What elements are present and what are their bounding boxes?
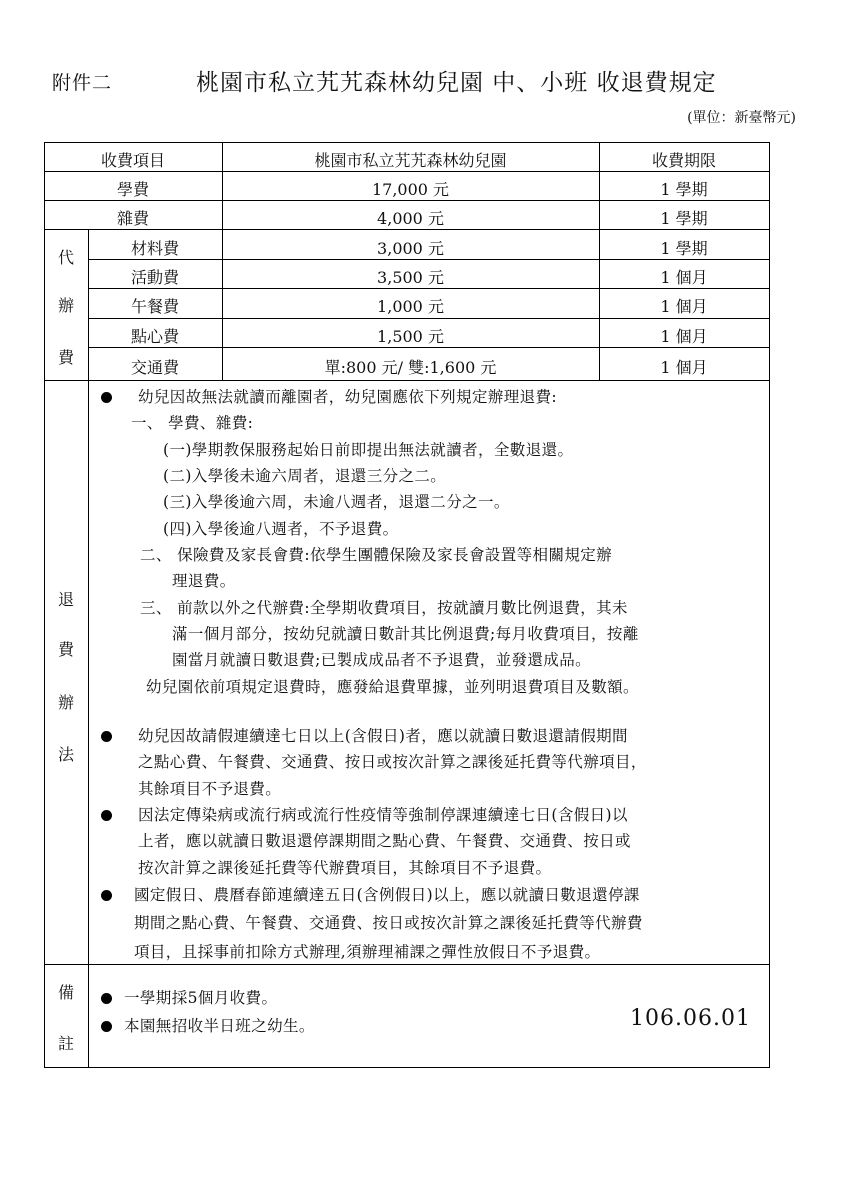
table-rule bbox=[44, 200, 770, 201]
refund-line: (四)入學後逾八週者，不予退費。 bbox=[163, 520, 399, 538]
refund-label-char: 辦 bbox=[57, 693, 74, 712]
refund-line: 上者，應以就讀日數退還停課期間之點心費、午餐費、交通費、按日或 bbox=[138, 832, 631, 850]
refund-line: 項目，且採事前扣除方式辦理,須辦理補課之彈性放假日不予退費。 bbox=[134, 943, 601, 961]
table-border-left bbox=[44, 142, 45, 1068]
table-cell-amount: 3,500 元 bbox=[377, 268, 444, 287]
table-rule bbox=[44, 964, 770, 965]
table-rule bbox=[44, 229, 770, 230]
document-date: 106.06.01 bbox=[630, 1006, 751, 1031]
table-cell-item: 材料費 bbox=[130, 239, 179, 258]
bullet-icon bbox=[101, 890, 112, 901]
refund-line: 一、 學費、雜費: bbox=[131, 414, 254, 432]
refund-label-char: 退 bbox=[57, 590, 74, 609]
table-cell-period: 1 個月 bbox=[660, 268, 708, 287]
refund-line: 之點心費、午餐費、交通費、按日或按次計算之課後延托費等代辦項目， bbox=[138, 753, 647, 771]
bullet-icon bbox=[101, 731, 112, 742]
notes-label-char: 備 bbox=[57, 983, 74, 1002]
table-rule bbox=[44, 171, 770, 172]
page-title: 桃園市私立艽艽森林幼兒園 中、小班 收退費規定 bbox=[196, 70, 717, 96]
table-cell-item: 雜費 bbox=[116, 209, 149, 228]
agency-label-char: 費 bbox=[57, 348, 74, 367]
refund-line: 二、 保險費及家長會費:依學生團體保險及家長會設置等相關規定辦 bbox=[140, 546, 613, 564]
refund-line: 幼兒因故請假連續達七日以上(含假日)者，應以就讀日數退還請假期間 bbox=[138, 727, 628, 745]
table-cell-item: 點心費 bbox=[130, 327, 179, 346]
refund-line: 因法定傳染病或流行病或流行性疫情等強制停課連續達七日(含假日)以 bbox=[138, 806, 628, 824]
table-cell-period: 1 個月 bbox=[660, 358, 708, 377]
header-period: 收費期限 bbox=[651, 151, 716, 170]
refund-line: (二)入學後未逾六周者，退還三分之二。 bbox=[163, 467, 447, 485]
refund-label-char: 費 bbox=[57, 640, 74, 659]
refund-line: 理退費。 bbox=[172, 572, 236, 590]
table-cell-amount: 4,000 元 bbox=[377, 209, 444, 228]
table-rule bbox=[88, 288, 770, 289]
notes-label-char: 註 bbox=[57, 1034, 74, 1053]
refund-line: 幼兒園依前項規定退費時，應發給退費單據，並列明退費項目及數額。 bbox=[146, 678, 639, 696]
table-cell-item: 交通費 bbox=[130, 358, 179, 377]
note-item: 本園無招收半日班之幼生。 bbox=[124, 1017, 315, 1035]
table-border-right bbox=[769, 142, 770, 1068]
table-cell-item: 午餐費 bbox=[130, 297, 179, 316]
header-item: 收費項目 bbox=[100, 151, 165, 170]
refund-line: 滿一個月部分，按幼兒就讀日數計其比例退費;每月收費項目，按離 bbox=[172, 625, 639, 643]
refund-line: 期間之點心費、午餐費、交通費、按日或按次計算之課後延托費等代辦費 bbox=[134, 914, 643, 932]
table-rule bbox=[88, 259, 770, 260]
refund-line: 國定假日、農曆春節連續達五日(含例假日)以上，應以就讀日數退還停課 bbox=[134, 886, 640, 904]
table-cell-amount: 1,500 元 bbox=[377, 327, 444, 346]
bullet-icon bbox=[101, 810, 112, 821]
refund-line: 幼兒因故無法就讀而離園者，幼兒園應依下列規定辦理退費: bbox=[138, 388, 558, 406]
table-border-top bbox=[44, 142, 770, 143]
table-cell-period: 1 學期 bbox=[660, 209, 708, 228]
agency-label-char: 代 bbox=[57, 248, 74, 267]
bullet-icon bbox=[101, 392, 112, 403]
refund-line: 按次計算之課後延托費等代辦費項目，其餘項目不予退費。 bbox=[138, 859, 552, 877]
note-item: 一學期採5個月收費。 bbox=[124, 989, 278, 1007]
agency-label-char: 辦 bbox=[57, 296, 74, 315]
table-cell-item: 學費 bbox=[116, 180, 149, 199]
header-school: 桃園市私立艽艽森林幼兒園 bbox=[314, 151, 507, 170]
refund-line: 三、 前款以外之代辦費:全學期收費項目，按就讀月數比例退費，其未 bbox=[140, 599, 628, 617]
unit-note: (單位：新臺幣元) bbox=[687, 110, 796, 126]
refund-line: 其餘項目不予退費。 bbox=[138, 780, 282, 798]
table-cell-period: 1 個月 bbox=[660, 327, 708, 346]
table-cell-amount: 3,000 元 bbox=[377, 239, 444, 258]
refund-line: 園當月就讀日數退費;已製成成品者不予退費，並發還成品。 bbox=[172, 651, 592, 669]
refund-line: (一)學期教保服務起始日前即提出無法就讀者，全數退還。 bbox=[163, 441, 574, 459]
table-border-bottom bbox=[44, 1067, 770, 1068]
bullet-icon bbox=[101, 993, 112, 1004]
table-cell-item: 活動費 bbox=[130, 268, 179, 287]
table-cell-period: 1 個月 bbox=[660, 297, 708, 316]
table-cell-amount: 1,000 元 bbox=[377, 297, 444, 316]
bullet-icon bbox=[101, 1021, 112, 1032]
table-rule bbox=[44, 380, 770, 381]
table-cell-period: 1 學期 bbox=[660, 239, 708, 258]
table-cell-period: 1 學期 bbox=[660, 180, 708, 199]
attachment-label: 附件二 bbox=[52, 72, 113, 94]
refund-line: (三)入學後逾六周，未逾八週者，退還二分之一。 bbox=[163, 493, 510, 511]
table-rule bbox=[88, 318, 770, 319]
table-rule bbox=[88, 347, 770, 348]
refund-label-char: 法 bbox=[57, 745, 74, 764]
table-cell-amount: 17,000 元 bbox=[371, 180, 450, 199]
table-cell-amount: 單:800 元/ 雙:1,600 元 bbox=[324, 358, 497, 377]
